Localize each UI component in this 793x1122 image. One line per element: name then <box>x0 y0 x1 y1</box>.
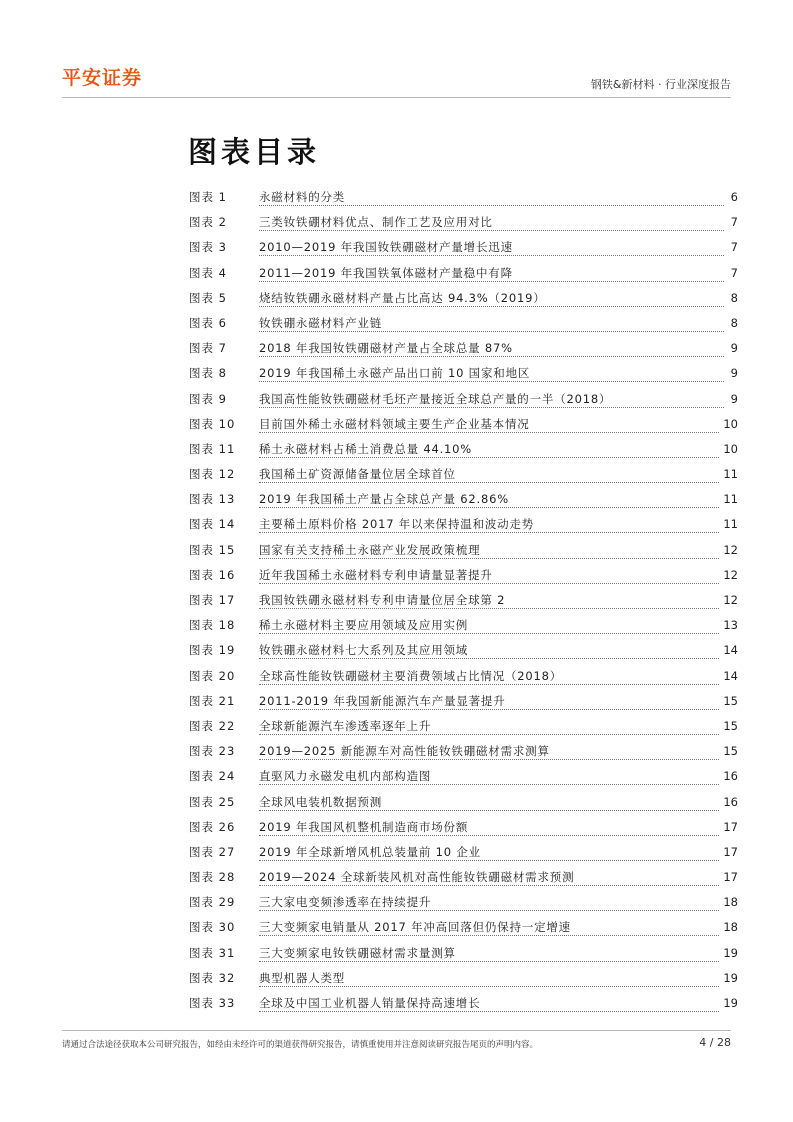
toc-entry-number: 图表 31 <box>189 945 236 960</box>
toc-entry-page: 19 <box>723 945 738 960</box>
toc-entry[interactable] <box>189 441 738 466</box>
toc-entry-page: 19 <box>723 996 738 1010</box>
toc-entry-number: 图表 23 <box>189 744 236 759</box>
toc-entry-leader <box>259 567 719 584</box>
toc-entry-title: 2019 年我国风机整机制造商市场份额 <box>259 819 469 834</box>
toc-entry[interactable] <box>189 265 738 290</box>
toc-entry[interactable] <box>189 214 738 239</box>
toc-entry-number: 图表 11 <box>189 441 236 456</box>
toc-entry-number: 图表 13 <box>189 492 236 507</box>
toc-entry[interactable] <box>189 743 738 768</box>
toc-entry-title: 直驱风力永磁发电机内部构造图 <box>259 769 432 784</box>
toc-entry[interactable] <box>189 768 738 793</box>
toc-entry-title: 2011—2019 年我国铁氧体磁材产量稳中有降 <box>259 265 513 280</box>
toc-entry-title: 烧结钕铁硼永磁材料产量占比高达 94.3%（2019） <box>259 290 546 305</box>
toc-entry-title: 稀土永磁材料主要应用领域及应用实例 <box>259 618 469 633</box>
toc-entry-page: 19 <box>723 970 738 985</box>
toc-entry[interactable] <box>189 844 738 869</box>
toc-entry[interactable] <box>189 239 738 264</box>
toc-entry-page: 14 <box>723 668 738 683</box>
toc-entry-page: 10 <box>723 441 738 456</box>
toc-entry-leader <box>259 642 719 659</box>
footer-divider <box>62 1030 731 1031</box>
toc-entry-page: 7 <box>730 215 738 230</box>
toc-entry-leader <box>259 693 719 710</box>
toc-entry-page: 15 <box>723 744 738 759</box>
toc-entry-page: 10 <box>723 416 738 431</box>
toc-entry-number: 图表 7 <box>189 341 227 356</box>
toc-entry-title: 近年我国稀土永磁材料专利申请量显著提升 <box>259 567 493 582</box>
toc-entry-leader <box>259 995 719 1012</box>
toc-entry[interactable] <box>189 592 738 617</box>
toc-entry-number: 图表 32 <box>189 970 236 985</box>
toc-entry[interactable] <box>189 869 738 894</box>
table-of-figures <box>189 189 738 1020</box>
toc-entry-leader <box>259 617 719 634</box>
toc-entry-leader <box>259 869 719 886</box>
toc-entry-leader <box>259 441 719 458</box>
toc-entry-leader <box>259 315 724 332</box>
toc-entry-number: 图表 18 <box>189 618 236 633</box>
toc-entry-title: 2019—2025 新能源车对高性能钕铁硼磁材需求测算 <box>259 744 550 759</box>
toc-entry[interactable] <box>189 466 738 491</box>
toc-entry[interactable] <box>189 919 738 944</box>
toc-entry-number: 图表 29 <box>189 895 236 910</box>
toc-entry-title: 全球风电装机数据预测 <box>259 794 382 809</box>
toc-entry-number: 图表 8 <box>189 366 227 381</box>
toc-entry-page: 16 <box>723 794 738 809</box>
toc-entry-leader <box>259 819 719 836</box>
toc-entry-number: 图表 22 <box>189 718 236 733</box>
page-title: 图表目录 <box>188 135 321 169</box>
toc-entry-leader <box>259 340 724 357</box>
toc-entry[interactable] <box>189 794 738 819</box>
toc-entry-title: 全球及中国工业机器人销量保持高速增长 <box>259 996 481 1010</box>
toc-entry-page: 15 <box>723 718 738 733</box>
toc-entry[interactable] <box>189 315 738 340</box>
toc-entry-title: 2011-2019 年我国新能源汽车产量显著提升 <box>259 693 506 708</box>
toc-entry-title: 我国稀土矿资源储备量位居全球首位 <box>259 467 456 482</box>
toc-entry-leader <box>259 970 719 987</box>
toc-entry[interactable] <box>189 693 738 718</box>
toc-entry-title: 2019—2024 全球新装风机对高性能钕铁硼磁材需求预测 <box>259 870 575 885</box>
toc-entry[interactable] <box>189 391 738 416</box>
toc-entry-page: 17 <box>723 870 738 885</box>
toc-entry[interactable] <box>189 542 738 567</box>
toc-entry-page: 6 <box>730 190 738 204</box>
company-logo: 平安证券 <box>62 67 143 89</box>
toc-entry-page: 17 <box>723 844 738 859</box>
toc-entry-page: 16 <box>723 769 738 784</box>
toc-entry[interactable] <box>189 945 738 970</box>
toc-entry-leader <box>259 265 724 282</box>
toc-entry-leader <box>259 668 719 685</box>
toc-entry-number: 图表 16 <box>189 567 236 582</box>
toc-entry-number: 图表 15 <box>189 542 236 557</box>
toc-entry-leader <box>259 491 719 508</box>
toc-entry[interactable] <box>189 567 738 592</box>
toc-entry-title: 2019 年我国稀土产量占全球总产量 62.86% <box>259 492 509 507</box>
toc-entry-number: 图表 12 <box>189 467 236 482</box>
toc-entry-title: 三大变频家电钕铁硼磁材需求量测算 <box>259 945 456 960</box>
toc-entry-number: 图表 1 <box>189 190 227 204</box>
toc-entry-page: 7 <box>730 240 738 255</box>
toc-entry-page: 18 <box>723 920 738 935</box>
toc-entry-page: 12 <box>723 542 738 557</box>
toc-entry-number: 图表 9 <box>189 391 227 406</box>
toc-entry-leader <box>259 365 724 382</box>
toc-entry-number: 图表 24 <box>189 769 236 784</box>
toc-entry-title: 我国钕铁硼永磁材料专利申请量位居全球第 2 <box>259 593 506 607</box>
toc-entry-number: 图表 26 <box>189 819 236 834</box>
toc-entry-title: 钕铁硼永磁材料七大系列及其应用领域 <box>259 643 469 658</box>
toc-entry-title: 钕铁硼永磁材料产业链 <box>259 315 382 330</box>
toc-entry-page: 14 <box>723 643 738 658</box>
toc-entry-leader <box>259 743 719 760</box>
toc-entry-leader <box>259 516 719 533</box>
toc-entry-title: 目前国外稀土永磁材料领域主要生产企业基本情况 <box>259 416 530 431</box>
toc-entry-page: 11 <box>723 467 738 482</box>
toc-entry-title: 三大家电变频渗透率在持续提升 <box>259 895 432 910</box>
toc-entry-title: 2018 年我国钕铁硼磁材产量占全球总量 87% <box>259 341 513 356</box>
toc-entry-leader <box>259 592 719 609</box>
toc-entry[interactable] <box>189 290 738 315</box>
toc-entry-page: 11 <box>723 517 738 532</box>
toc-entry-number: 图表 33 <box>189 996 236 1010</box>
toc-entry-leader <box>259 919 719 936</box>
toc-entry-number: 图表 5 <box>189 290 227 305</box>
toc-entry[interactable] <box>189 718 738 743</box>
toc-entry[interactable] <box>189 189 738 214</box>
toc-entry-title: 三类钕铁硼材料优点、制作工艺及应用对比 <box>259 215 493 230</box>
toc-entry-leader <box>259 794 719 811</box>
toc-entry-number: 图表 4 <box>189 265 227 280</box>
toc-entry-leader <box>259 542 719 559</box>
toc-entry-leader <box>259 290 724 307</box>
toc-entry-number: 图表 27 <box>189 844 236 859</box>
toc-entry[interactable] <box>189 416 738 441</box>
toc-entry-leader <box>259 189 724 206</box>
toc-entry-title: 国家有关支持稀土永磁产业发展政策梳理 <box>259 542 481 557</box>
toc-entry-page: 18 <box>723 895 738 910</box>
toc-entry-page: 9 <box>730 341 738 356</box>
toc-entry-number: 图表 2 <box>189 215 227 230</box>
toc-entry-title: 典型机器人类型 <box>259 970 346 985</box>
toc-entry-page: 17 <box>723 819 738 834</box>
toc-entry-leader <box>259 214 724 231</box>
toc-entry[interactable] <box>189 340 738 365</box>
toc-entry[interactable] <box>189 642 738 667</box>
toc-entry-title: 永磁材料的分类 <box>259 190 346 204</box>
toc-entry-page: 15 <box>723 693 738 708</box>
toc-entry[interactable] <box>189 617 738 642</box>
toc-entry-number: 图表 17 <box>189 593 236 607</box>
toc-entry-number: 图表 10 <box>189 416 236 431</box>
toc-entry[interactable] <box>189 516 738 541</box>
toc-entry-title: 三大变频家电销量从 2017 年冲高回落但仍保持一定增速 <box>259 920 571 935</box>
toc-entry-page: 9 <box>730 366 738 381</box>
toc-entry-page: 11 <box>723 492 738 507</box>
toc-entry-page: 13 <box>723 618 738 633</box>
toc-entry-number: 图表 6 <box>189 315 227 330</box>
toc-entry-number: 图表 19 <box>189 643 236 658</box>
toc-entry-leader <box>259 894 719 911</box>
toc-entry-title: 稀土永磁材料占稀土消费总量 44.10% <box>259 441 473 456</box>
toc-entry[interactable] <box>189 894 738 919</box>
footer-disclaimer: 请通过合法途径获取本公司研究报告，如经由未经许可的渠道获得研究报告，请慎重使用并注意阅读研究报告尾页的声明内容。 <box>62 1040 539 1050</box>
toc-entry-page: 8 <box>730 315 738 330</box>
toc-entry-leader <box>259 466 719 483</box>
toc-entry-number: 图表 20 <box>189 668 236 683</box>
toc-entry-page: 9 <box>730 391 738 406</box>
toc-entry-leader <box>259 391 724 408</box>
toc-entry-number: 图表 30 <box>189 920 236 935</box>
toc-entry[interactable] <box>189 668 738 693</box>
toc-entry-number: 图表 21 <box>189 693 236 708</box>
header-divider <box>62 97 731 98</box>
toc-entry-number: 图表 3 <box>189 240 227 255</box>
toc-entry-leader <box>259 768 719 785</box>
toc-entry[interactable] <box>189 365 738 390</box>
toc-entry-title: 全球新能源汽车渗透率逐年上升 <box>259 718 432 733</box>
toc-entry-title: 主要稀土原料价格 2017 年以来保持温和波动走势 <box>259 517 535 532</box>
toc-entry-title: 2010—2019 年我国钕铁硼磁材产量增长迅速 <box>259 240 513 255</box>
toc-entry-number: 图表 28 <box>189 870 236 885</box>
toc-entry-page: 8 <box>730 290 738 305</box>
toc-entry-leader <box>259 416 719 433</box>
toc-entry-leader <box>259 239 724 256</box>
toc-entry-title: 我国高性能钕铁硼磁材毛坯产量接近全球总产量的一半（2018） <box>259 391 612 406</box>
toc-entry-page: 7 <box>730 265 738 280</box>
page-number: 4 / 28 <box>699 1036 731 1049</box>
toc-entry-page: 12 <box>723 567 738 582</box>
report-type: 钢铁&新材料 · 行业深度报告 <box>590 78 731 91</box>
toc-entry-leader <box>259 945 719 962</box>
toc-entry[interactable] <box>189 970 738 995</box>
toc-entry-title: 全球高性能钕铁硼磁材主要消费领域占比情况（2018） <box>259 668 563 683</box>
toc-entry-leader <box>259 844 719 861</box>
toc-entry-number: 图表 25 <box>189 794 236 809</box>
toc-entry-title: 2019 年全球新增风机总装量前 10 企业 <box>259 844 481 859</box>
toc-entry-number: 图表 14 <box>189 517 236 532</box>
toc-entry[interactable] <box>189 819 738 844</box>
toc-entry[interactable] <box>189 995 738 1020</box>
toc-entry-page: 12 <box>723 593 738 607</box>
toc-entry-title: 2019 年我国稀土永磁产品出口前 10 国家和地区 <box>259 366 531 381</box>
toc-entry[interactable] <box>189 491 738 516</box>
toc-entry-leader <box>259 718 719 735</box>
